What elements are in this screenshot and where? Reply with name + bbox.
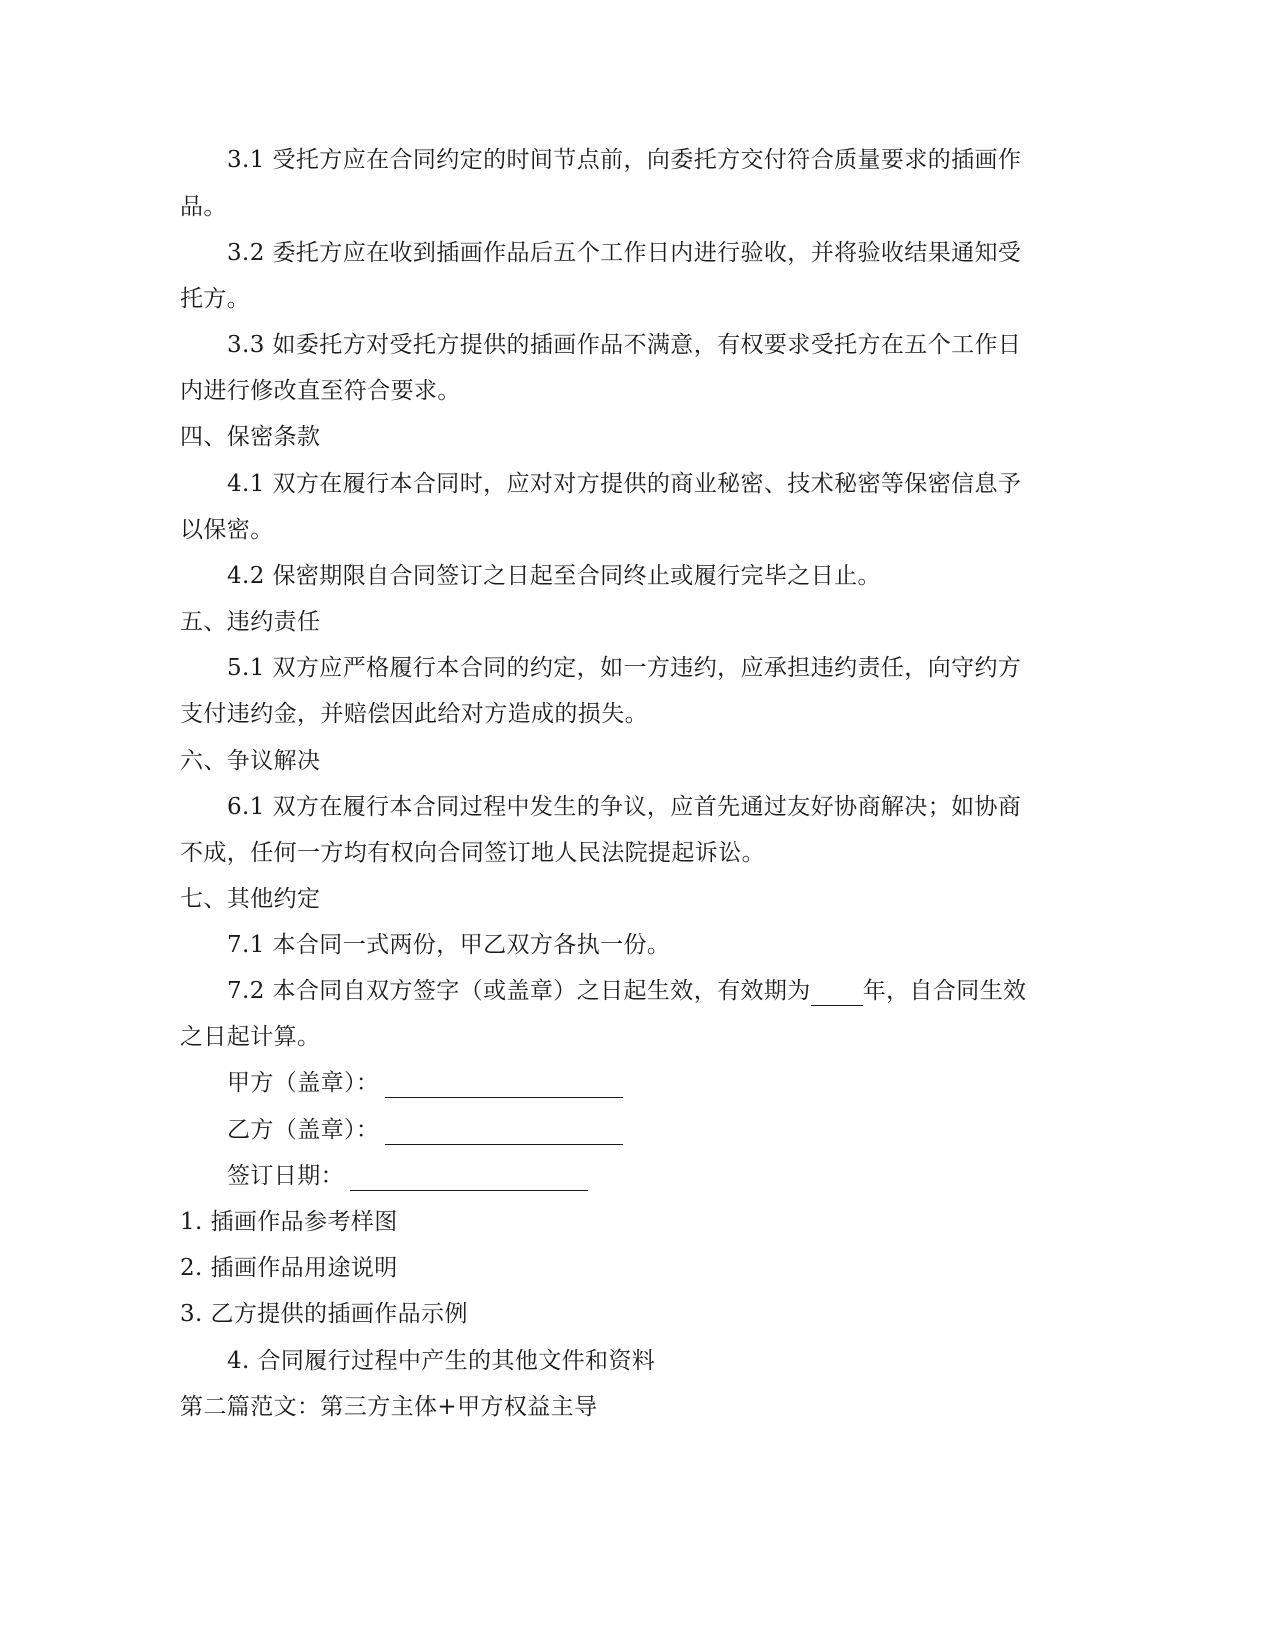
signing-date-line: [227, 1161, 588, 1191]
section-7-heading: 七、其他约定: [180, 886, 321, 912]
clause-7-1: 7.1 本合同一式两份，甲乙双方各执一份。: [227, 932, 671, 958]
party-a-label: 甲方（盖章）：: [227, 1070, 380, 1096]
attachment-item-1: 1. 插画作品参考样图: [180, 1209, 398, 1235]
clause-3-1-line-2: 品。: [180, 194, 227, 220]
attachment-item-2: 2. 插画作品用途说明: [180, 1255, 398, 1281]
clause-5-1-line-1: 5.1 双方应严格履行本合同的约定，如一方违约，应承担违约责任，向守约方: [227, 655, 1022, 681]
clause-7-2-line-2: 之日起计算。: [180, 1024, 321, 1050]
clause-3-3-line-1: 3.3 如委托方对受托方提供的插画作品不满意，有权要求受托方在五个工作日: [227, 332, 1022, 358]
clause-7-2-text-a: 7.2 本合同自双方签字（或盖章）之日起生效，有效期为: [227, 978, 811, 1004]
signing-date-blank: [350, 1168, 588, 1191]
clause-7-2-text-b: 年，自合同生效: [862, 978, 1027, 1004]
section-5-heading: 五、违约责任: [180, 609, 321, 635]
clause-7-2-line-1: [227, 976, 1027, 1006]
clause-5-1-line-2: 支付违约金，并赔偿因此给对方造成的损失。: [180, 701, 648, 727]
clause-3-2-line-2: 托方。: [180, 286, 251, 312]
clause-4-2: 4.2 保密期限自合同签订之日起至合同终止或履行完毕之日止。: [227, 563, 881, 589]
party-a-signature-blank: [385, 1075, 623, 1098]
clause-6-1-line-1: 6.1 双方在履行本合同过程中发生的争议，应首先通过友好协商解决；如协商: [227, 794, 1022, 820]
clause-4-1-line-1: 4.1 双方在履行本合同时，应对对方提供的商业秘密、技术秘密等保密信息予: [227, 471, 1022, 497]
next-section-title: 第二篇范文：第三方主体+甲方权益主导: [180, 1394, 598, 1420]
section-6-heading: 六、争议解决: [180, 748, 321, 774]
clause-3-3-line-2: 内进行修改直至符合要求。: [180, 378, 461, 404]
clause-6-1-line-2: 不成，任何一方均有权向合同签订地人民法院提起诉讼。: [180, 840, 765, 866]
attachment-item-4: 4. 合同履行过程中产生的其他文件和资料: [227, 1348, 656, 1374]
clause-3-2-line-1: 3.2 委托方应在收到插画作品后五个工作日内进行验收，并将验收结果通知受: [227, 240, 1022, 266]
party-b-signature-blank: [385, 1122, 623, 1145]
party-a-signature-line: [227, 1068, 623, 1098]
attachment-item-3: 3. 乙方提供的插画作品示例: [180, 1301, 468, 1327]
signing-date-label: 签订日期：: [227, 1163, 344, 1189]
section-4-heading: 四、保密条款: [180, 424, 321, 450]
party-b-label: 乙方（盖章）：: [227, 1117, 380, 1143]
party-b-signature-line: [227, 1115, 623, 1145]
clause-4-1-line-2: 以保密。: [180, 517, 274, 543]
validity-years-blank: [811, 983, 863, 1006]
clause-3-1-line-1: 3.1 受托方应在合同约定的时间节点前，向委托方交付符合质量要求的插画作: [227, 147, 1022, 173]
